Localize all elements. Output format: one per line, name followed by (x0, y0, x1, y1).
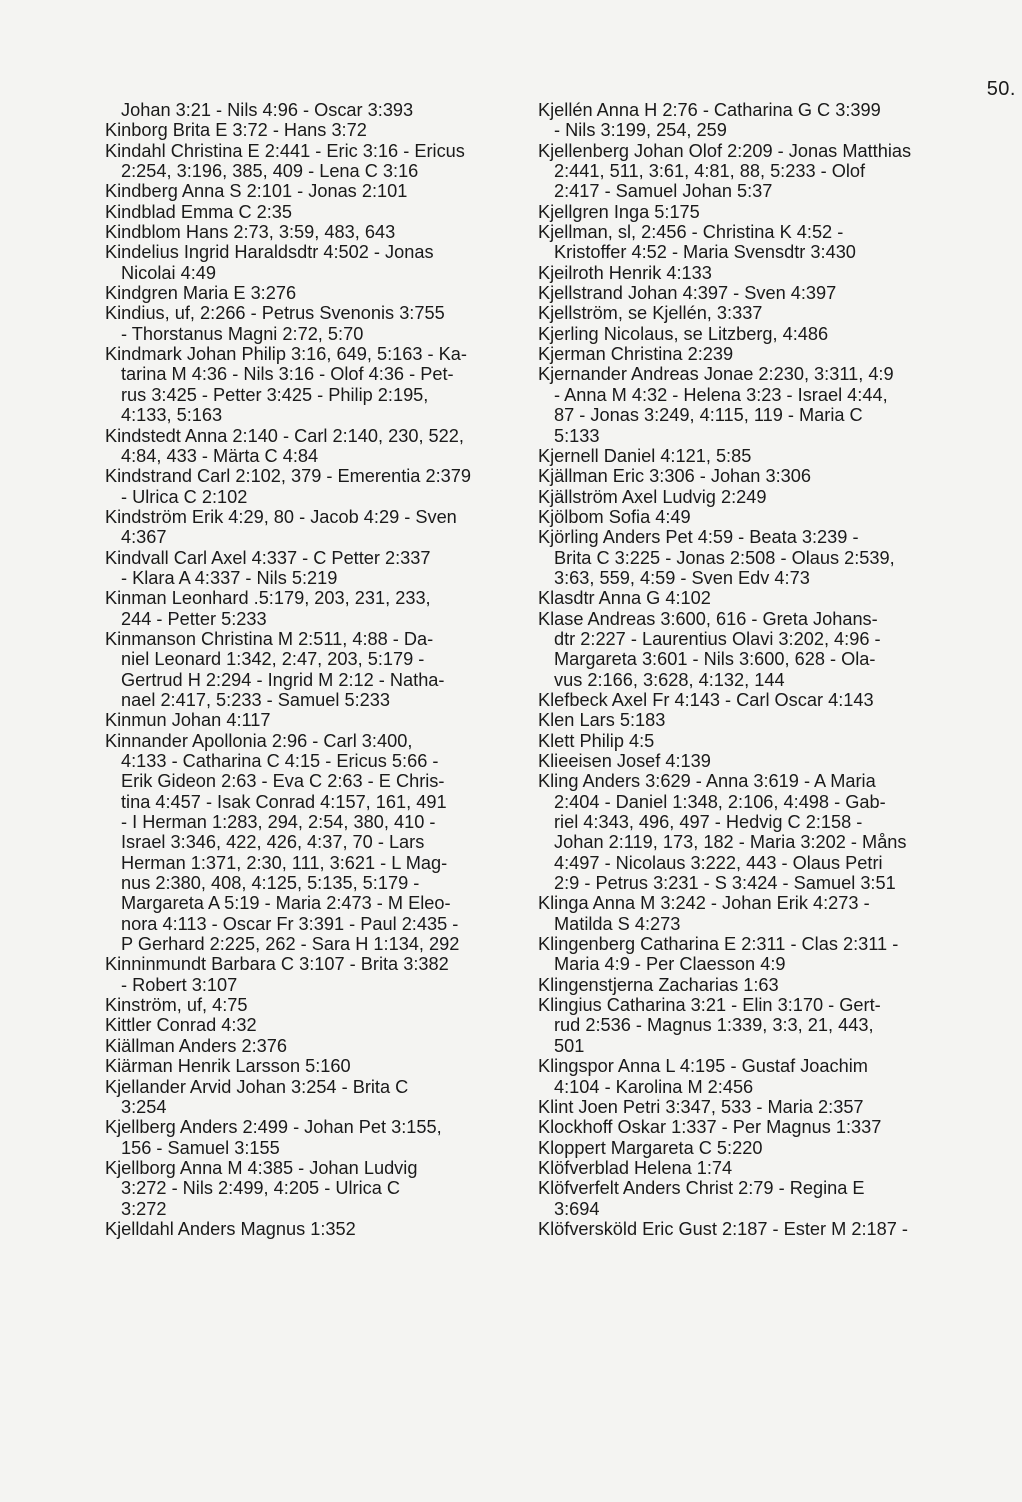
index-entry: Klasdtr Anna G 4:102 (538, 588, 711, 609)
right-column (538, 100, 978, 1239)
index-entry-continuation: 2:417 - Samuel Johan 5:37 (554, 181, 773, 202)
index-entry: Kinmanson Christina M 2:511, 4:88 - Da- (105, 628, 434, 649)
index-entry-continuation: 4:104 - Karolina M 2:456 (554, 1076, 754, 1097)
index-entry-continuation: tina 4:457 - Isak Conrad 4:157, 161, 491 (121, 791, 447, 812)
index-entry: Kjelldahl Anders Magnus 1:352 (105, 1218, 356, 1239)
index-entry-continuation: Brita C 3:225 - Jonas 2:508 - Olaus 2:539, (554, 547, 895, 568)
index-entry-continuation: vus 2:166, 3:628, 4:132, 144 (554, 669, 785, 690)
index-entry: Kjellstrand Johan 4:397 - Sven 4:397 (538, 283, 837, 304)
index-entry-continuation: - Klara A 4:337 - Nils 5:219 (121, 567, 338, 588)
index-entry-continuation: 4:133, 5:163 (121, 405, 223, 426)
index-entry-continuation: nus 2:380, 408, 4:125, 5:135, 5:179 - (121, 873, 420, 894)
index-entry: Klöfverblad Helena 1:74 (538, 1157, 733, 1178)
index-entry: Kindblom Hans 2:73, 3:59, 483, 643 (105, 222, 396, 243)
index-entry: Klingenstjerna Zacharias 1:63 (538, 974, 779, 995)
index-entry: Kiärman Henrik Larsson 5:160 (105, 1056, 351, 1077)
index-entry: Klen Lars 5:183 (538, 710, 666, 731)
index-entry-continuation: 2:441, 511, 3:61, 4:81, 88, 5:233 - Olof (554, 161, 866, 182)
index-entry: Kinborg Brita E 3:72 - Hans 3:72 (105, 120, 367, 141)
index-entry-continuation: 2:9 - Petrus 3:231 - S 3:424 - Samuel 3:51 (554, 873, 896, 894)
index-entry: Kinnander Apollonia 2:96 - Carl 3:400, (105, 730, 413, 751)
index-entry-continuation: tarina M 4:36 - Nils 3:16 - Olof 4:36 - Pet- (121, 364, 454, 385)
index-entry: Kjellström, se Kjellén, 3:337 (538, 303, 763, 324)
index-entry-continuation: Margareta A 5:19 - Maria 2:473 - M Eleo- (121, 893, 451, 914)
index-entry-continuation: Kristoffer 4:52 - Maria Svensdtr 3:430 (554, 242, 856, 263)
index-entry-continuation: Johan 2:119, 173, 182 - Maria 3:202 - Måns (554, 832, 907, 853)
index-entry-continuation: 3:254 (121, 1096, 167, 1117)
index-entry: Klingenberg Catharina E 2:311 - Clas 2:311 - (538, 934, 899, 955)
index-entry-continuation: rus 3:425 - Petter 3:425 - Philip 2:195, (121, 384, 429, 405)
index-entry-continuation: Herman 1:371, 2:30, 111, 3:621 - L Mag- (121, 852, 448, 873)
index-entry: Klett Philip 4:5 (538, 730, 655, 751)
index-entry: Kindberg Anna S 2:101 - Jonas 2:101 (105, 181, 408, 202)
index-entry: Kinman Leonhard .5:179, 203, 231, 233, (105, 588, 431, 609)
index-entry-continuation: Gertrud H 2:294 - Ingrid M 2:12 - Natha- (121, 669, 445, 690)
index-entry-continuation: 5:133 (554, 425, 600, 446)
index-entry: Klingspor Anna L 4:195 - Gustaf Joachim (538, 1056, 868, 1077)
index-entry-continuation: 4:497 - Nicolaus 3:222, 443 - Olaus Petri (554, 852, 883, 873)
index-entry: Kjellberg Anders 2:499 - Johan Pet 3:155, (105, 1117, 442, 1138)
index-entry-continuation: Nicolai 4:49 (121, 262, 217, 283)
index-entry: Kjellgren Inga 5:175 (538, 201, 700, 222)
index-entry: Kindblad Emma C 2:35 (105, 201, 293, 222)
index-entry: Kjellenberg Johan Olof 2:209 - Jonas Matthias (538, 140, 912, 161)
index-entry: Kjerling Nicolaus, se Litzberg, 4:486 (538, 323, 829, 344)
index-entry: Kjernell Daniel 4:121, 5:85 (538, 445, 752, 466)
index-entry-continuation: - Nils 3:199, 254, 259 (554, 120, 727, 141)
page-number: 50. (986, 78, 1016, 100)
index-entry: Kjörling Anders Pet 4:59 - Beata 3:239 - (538, 527, 859, 548)
index-entry: Kindmark Johan Philip 3:16, 649, 5:163 - Ka- (105, 344, 467, 365)
index-entry-continuation: 87 - Jonas 3:249, 4:115, 119 - Maria C (554, 405, 863, 426)
index-entry-continuation: 4:367 (121, 527, 167, 548)
index-entry-continuation: - I Herman 1:283, 294, 2:54, 380, 410 - (121, 812, 436, 833)
index-entry-continuation: 2:254, 3:196, 385, 409 - Lena C 3:16 (121, 161, 419, 182)
index-entry: Kjällström Axel Ludvig 2:249 (538, 486, 767, 507)
index-entry-continuation: 3:272 - Nils 2:499, 4:205 - Ulrica C (121, 1178, 401, 1199)
index-entry: Kling Anders 3:629 - Anna 3:619 - A Maria (538, 771, 876, 792)
index-entry-continuation: 3:63, 559, 4:59 - Sven Edv 4:73 (554, 567, 810, 588)
index-entry: Klockhoff Oskar 1:337 - Per Magnus 1:337 (538, 1117, 882, 1138)
index-entry-continuation: riel 4:343, 496, 497 - Hedvig C 2:158 - (554, 812, 863, 833)
index-entry-continuation: 3:694 (554, 1198, 600, 1219)
index-entry: Klinga Anna M 3:242 - Johan Erik 4:273 - (538, 893, 870, 914)
index-entry: Kiällman Anders 2:376 (105, 1035, 287, 1056)
index-entry-continuation: 2:404 - Daniel 1:348, 2:106, 4:498 - Gab- (554, 791, 886, 812)
index-entry: Kindstrand Carl 2:102, 379 - Emerentia 2:379 (105, 466, 471, 487)
index-entry: Kindstedt Anna 2:140 - Carl 2:140, 230, 522, (105, 425, 464, 446)
index-entry: Klieeisen Josef 4:139 (538, 751, 711, 771)
index-entry: Kjeilroth Henrik 4:133 (538, 262, 712, 283)
index-entry-continuation: 156 - Samuel 3:155 (121, 1137, 280, 1158)
index-entry: Kjällman Eric 3:306 - Johan 3:306 (538, 466, 811, 487)
index-entry-continuation: rud 2:536 - Magnus 1:339, 3:3, 21, 443, (554, 1015, 874, 1036)
index-entry: Kindius, uf, 2:266 - Petrus Svenonis 3:755 (105, 303, 445, 324)
index-entry-continuation: P Gerhard 2:225, 262 - Sara H 1:134, 292 (121, 934, 460, 955)
index-entry-continuation: - Anna M 4:32 - Helena 3:23 - Israel 4:44, (554, 384, 888, 405)
index-entry: Kindvall Carl Axel 4:337 - C Petter 2:337 (105, 547, 431, 568)
index-entry-continuation: - Ulrica C 2:102 (121, 486, 248, 507)
index-entry: Kjellman, sl, 2:456 - Christina K 4:52 - (538, 222, 844, 243)
index-entry-continuation: Maria 4:9 - Per Claesson 4:9 (554, 954, 786, 975)
index-entry: Klöfversköld Eric Gust 2:187 - Ester M 2:187 - (538, 1218, 908, 1239)
index-entry-continuation: 4:84, 433 - Märta C 4:84 (121, 445, 319, 466)
index-entry-continuation: Israel 3:346, 422, 426, 4:37, 70 - Lars (121, 832, 425, 853)
index-entry: Kjellén Anna H 2:76 - Catharina G C 3:399 (538, 100, 881, 120)
index-entry: Klöfverfelt Anders Christ 2:79 - Regina E (538, 1178, 865, 1199)
index-entry-continuation: - Robert 3:107 (121, 974, 238, 995)
index-entry: Klase Andreas 3:600, 616 - Greta Johans- (538, 608, 878, 629)
index-entry-continuation: niel Leonard 1:342, 2:47, 203, 5:179 - (121, 649, 425, 670)
index-entry: Kindelius Ingrid Haraldsdtr 4:502 - Jonas (105, 242, 434, 263)
index-entry-continuation: dtr 2:227 - Laurentius Olavi 3:202, 4:96 - (554, 628, 881, 649)
index-entry-continuation: 4:133 - Catharina C 4:15 - Ericus 5:66 - (121, 751, 439, 771)
index-entry-continuation: nora 4:113 - Oscar Fr 3:391 - Paul 2:435 - (121, 913, 459, 934)
index-entry: Kittler Conrad 4:32 (105, 1015, 257, 1036)
index-entry: Kindahl Christina E 2:441 - Eric 3:16 - Ericus (105, 140, 465, 161)
index-entry-continuation: - Thorstanus Magni 2:72, 5:70 (121, 323, 364, 344)
index-entry: Kjölbom Sofia 4:49 (538, 506, 691, 527)
index-entry-continuation: nael 2:417, 5:233 - Samuel 5:233 (121, 689, 390, 710)
index-entry-continuation: 501 (554, 1035, 585, 1056)
index-entry: Kindström Erik 4:29, 80 - Jacob 4:29 - Sven (105, 506, 457, 527)
index-entry-continuation: Matilda S 4:273 (554, 913, 681, 934)
index-entry: Klefbeck Axel Fr 4:143 - Carl Oscar 4:143 (538, 689, 874, 710)
index-entry-continuation: 3:272 (121, 1198, 167, 1219)
index-entry: Klingius Catharina 3:21 - Elin 3:170 - Gert- (538, 995, 881, 1016)
index-entry: Kloppert Margareta C 5:220 (538, 1137, 763, 1158)
index-entry: Kjellborg Anna M 4:385 - Johan Ludvig (105, 1157, 418, 1178)
index-entry: Kinmun Johan 4:117 (105, 710, 271, 731)
index-entry: Kindgren Maria E 3:276 (105, 283, 297, 304)
index-entry: Kjernander Andreas Jonae 2:230, 3:311, 4:9 (538, 364, 894, 385)
index-entry: Kinninmundt Barbara C 3:107 - Brita 3:382 (105, 954, 449, 975)
index-entry: Kjerman Christina 2:239 (538, 344, 734, 365)
left-column (105, 100, 525, 1239)
index-entry: Kinström, uf, 4:75 (105, 995, 248, 1016)
index-entry-continuation: Johan 3:21 - Nils 4:96 - Oscar 3:393 (121, 100, 414, 120)
index-entry-continuation: Erik Gideon 2:63 - Eva C 2:63 - E Chris- (121, 771, 445, 792)
index-entry: Klint Joen Petri 3:347, 533 - Maria 2:357 (538, 1096, 864, 1117)
index-entry-continuation: 244 - Petter 5:233 (121, 608, 267, 629)
index-entry: Kjellander Arvid Johan 3:254 - Brita C (105, 1076, 409, 1097)
index-entry-continuation: Margareta 3:601 - Nils 3:600, 628 - Ola- (554, 649, 876, 670)
